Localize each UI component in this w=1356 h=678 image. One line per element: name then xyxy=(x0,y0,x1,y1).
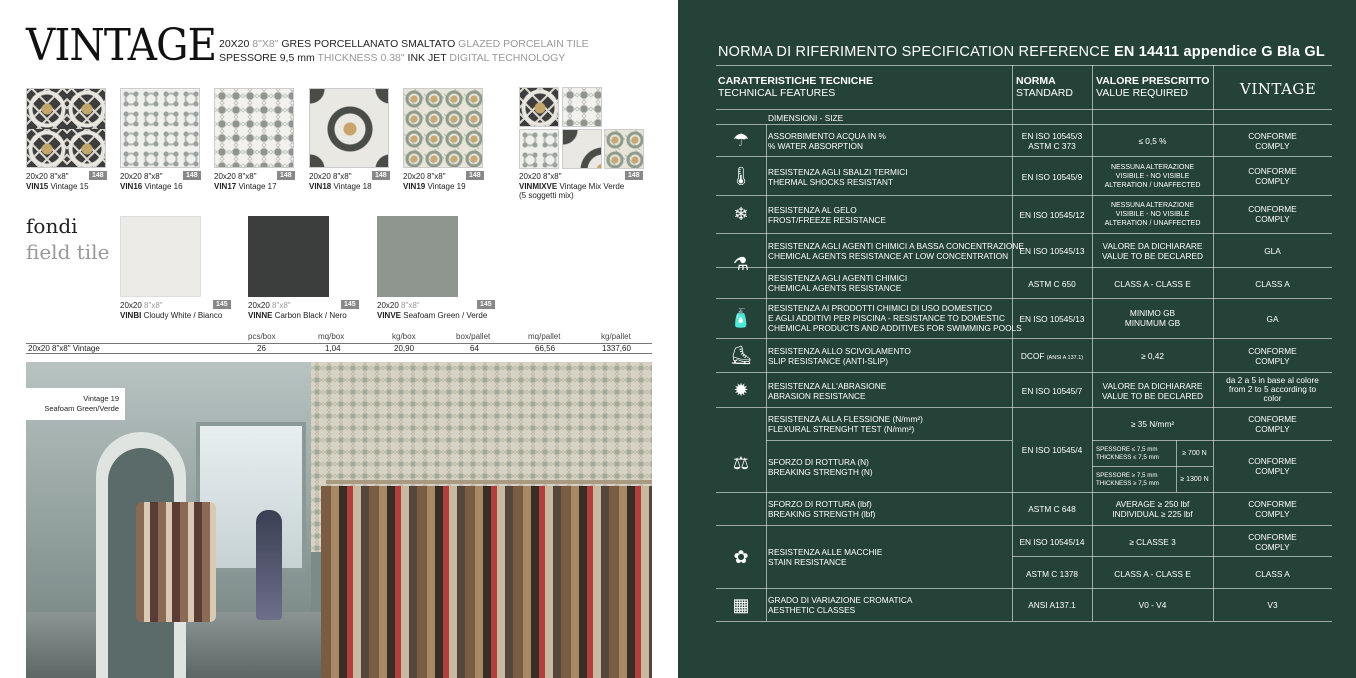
value-cell: ≥ 0,42 xyxy=(1140,351,1164,361)
badge: 148 xyxy=(372,171,390,180)
field-swatch-black[interactable] xyxy=(248,216,329,297)
brand-title: VINTAGE xyxy=(26,20,217,71)
col-header: pcs/box xyxy=(248,332,276,341)
result-cell: CONFORME COMPLY xyxy=(1248,166,1297,186)
tile-swatch-vin18[interactable] xyxy=(309,88,389,168)
slip-shoe-icon: ⛸ xyxy=(729,344,753,365)
tile-caption: 20x20 8"x8" VIN15 Vintage 15 xyxy=(26,172,89,191)
thickness-cell: SPESSORE ≤ 7,5 mm THICKNESS ≤ 7,5 mm xyxy=(1096,446,1159,461)
result-cell: CLASS A xyxy=(1255,569,1290,579)
mix-tile xyxy=(562,87,602,127)
field-caption: 20x20 8"x8" VINBI Cloudy White / Bianco xyxy=(120,301,223,320)
mix-tile xyxy=(604,129,644,169)
product-line-2: SPESSORE 9,5 mm THICKNESS 0.38" INK JET DIGITAL TECHNOLOGY xyxy=(219,52,566,64)
mannequin xyxy=(256,510,282,620)
feature-label: ASSORBIMENTO ACQUA IN % % WATER ABSORPTION xyxy=(768,131,886,151)
col-header: box/pallet xyxy=(456,332,491,341)
result-cell: da 2 a 5 in base al colore from 2 to 5 according to color xyxy=(1226,375,1319,403)
value-cell: ≥ 35 N/mm² xyxy=(1130,419,1175,429)
value-cell: VALORE DA DICHIARARE VALUE TO BE DECLARED xyxy=(1102,381,1203,401)
tile-swatch-vin17[interactable] xyxy=(214,88,294,168)
dimensioni-label: DIMENSIONI - SIZE xyxy=(768,113,844,123)
header-value: VALORE PRESCRITTO VALUE REQUIRED xyxy=(1096,75,1210,99)
result-cell: V3 xyxy=(1267,600,1278,610)
tile-caption: 20x20 8"x8" VIN19 Vintage 19 xyxy=(403,172,466,191)
header-vintage: VINTAGE xyxy=(1240,80,1317,98)
value-cell: NESSUNA ALTERAZIONE VISIBILE - NO VISIBLE ALTERATION / UNAFFECTED xyxy=(1104,164,1201,189)
standard-cell: EN ISO 10545/4 xyxy=(1021,445,1083,455)
value-cell: ≥ CLASSE 3 xyxy=(1129,537,1176,547)
thermometer-icon: 🌡 xyxy=(729,165,753,186)
photo-label: Vintage 19 Seafoam Green/Verde xyxy=(26,388,125,420)
field-swatch-white[interactable] xyxy=(120,216,201,297)
standard-cell: EN ISO 10545/9 xyxy=(1021,172,1083,182)
value-cell: ≤ 0,5 % xyxy=(1138,136,1167,146)
tile-swatch-vin16[interactable] xyxy=(120,88,200,168)
feature-label: RESISTENZA AGLI SBALZI TERMICI THERMAL SHOCKS RESISTANT xyxy=(768,167,908,187)
row-label: 20x20 8"x8" Vintage xyxy=(28,344,100,353)
clothes-rack xyxy=(136,502,216,622)
feature-label: RESISTENZA ALL'ABRASIONE ABRASION RESISTANCE xyxy=(768,381,887,401)
badge: 145 xyxy=(213,300,231,309)
result-cell: CONFORME COMPLY xyxy=(1248,346,1297,366)
value-cell: NESSUNA ALTERAZIONE VISIBILE - NO VISIBLE ALTERATION / UNAFFECTED xyxy=(1104,202,1201,227)
product-line-1: 20X20 8"X8" GRES PORCELLANATO SMALTATO GLAZED PORCELAIN TILE xyxy=(219,38,589,50)
weight-press-icon: ⚖ xyxy=(732,452,750,473)
standard-cell: EN ISO 10545/12 xyxy=(1019,210,1085,220)
feature-label: RESISTENZA ALLO SCIVOLAMENTO SLIP RESISTANCE (ANTI-SLIP) xyxy=(768,346,911,366)
feature-label: RESISTENZA AGLI AGENTI CHIMICI A BASSA CONCENTRAZIONE CHEMICAL AGENTS RESISTANCE AT LOW CONCENTRATION xyxy=(768,241,1024,261)
thickness-cell: SPESSORE ≥ 7,5 mm THICKNESS ≥ 7,5 mm xyxy=(1096,472,1159,487)
result-cell: CONFORME COMPLY xyxy=(1248,204,1297,224)
result-cell: GA xyxy=(1266,314,1279,324)
feature-label: RESISTENZA ALLE MACCHIE STAIN RESISTANCE xyxy=(768,547,883,567)
badge: 148 xyxy=(466,171,484,180)
cell: 66,56 xyxy=(535,344,556,353)
standard-cell: ANSI A137.1 xyxy=(1028,600,1076,610)
result-cell: CONFORME COMPLY xyxy=(1248,131,1297,151)
standard-cell: EN ISO 10545/14 xyxy=(1019,537,1085,547)
badge: 148 xyxy=(625,171,643,180)
tile-swatch-vin19[interactable] xyxy=(403,88,483,168)
col-header: mq/pallet xyxy=(528,332,561,341)
standard-cell: EN ISO 10545/7 xyxy=(1021,386,1083,396)
household-products-icon: 🧴 xyxy=(729,307,753,328)
standard-cell: ASTM C 1378 xyxy=(1025,569,1079,579)
feature-label: GRADO DI VARIAZIONE CROMATICA AESTHETIC CLASSES xyxy=(768,595,913,615)
feature-label: RESISTENZA AGLI AGENTI CHIMICI CHEMICAL AGENTS RESISTANCE xyxy=(768,273,908,293)
field-caption: 20x20 8"x8" VINNE Carbon Black / Nero xyxy=(248,301,347,320)
catalog-right-page xyxy=(678,0,1356,678)
mix-tile xyxy=(519,129,559,169)
badge: 145 xyxy=(477,300,495,309)
result-cell: CONFORME COMPLY xyxy=(1248,414,1297,434)
umbrella-icon: ☂ xyxy=(732,129,750,150)
feature-label: SFORZO DI ROTTURA (N) BREAKING STRENGTH (N) xyxy=(768,457,873,477)
result-cell: GLA xyxy=(1264,246,1281,256)
standard-cell: EN ISO 10545/13 xyxy=(1019,246,1085,256)
value-cell: V0 - V4 xyxy=(1138,600,1167,610)
standard-cell: EN ISO 10545/13 xyxy=(1019,314,1085,324)
clothes-rail xyxy=(326,480,652,484)
badge: 148 xyxy=(183,171,201,180)
col-header: kg/box xyxy=(392,332,416,341)
value-cell: AVERAGE ≥ 250 lbf INDIVIDUAL ≥ 225 lbf xyxy=(1112,499,1193,519)
standard-cell: ASTM C 648 xyxy=(1028,504,1076,514)
feature-label: RESISTENZA AL GELO FROST/FREEZE RESISTANCE xyxy=(768,205,886,225)
badge: 148 xyxy=(89,171,107,180)
tile-swatch-vin15[interactable] xyxy=(26,88,106,168)
cell: 20,90 xyxy=(394,344,415,353)
col-header: mq/box xyxy=(318,332,345,341)
field-tile-subtitle: field tile xyxy=(26,240,110,264)
header-features: CARATTERISTICHE TECNICHE TECHNICAL FEATURES xyxy=(718,75,873,99)
feature-label: RESISTENZA AI PRODOTTI CHIMICI DI USO DOMESTICO E AGLI ADDITIVI PER PISCINA - RESISTANCE TO DOMESTIC CHEMICAL PRODUCTS AND ADDITIVES FOR SWIMMING POOLS xyxy=(768,303,1022,333)
color-grid-icon: ▦ xyxy=(732,594,750,615)
field-caption: 20x20 8"x8" VINVE Seafoam Green / Verde xyxy=(377,301,488,320)
badge: 148 xyxy=(277,171,295,180)
value-cell: CLASS A - CLASS E xyxy=(1114,569,1191,579)
fondi-title: fondi xyxy=(26,214,78,238)
value-cell: VALORE DA DICHIARARE VALUE TO BE DECLARED xyxy=(1102,241,1203,261)
cell: 1337,60 xyxy=(602,344,631,353)
tile-caption: 20x20 8"x8" VIN16 Vintage 16 xyxy=(120,172,183,191)
tile-caption: 20x20 8"x8" VINMIXVE Vintage Mix Verde (5 soggetti mix) xyxy=(519,172,625,200)
cell: 1,04 xyxy=(325,344,341,353)
abrasion-gear-icon: ✹ xyxy=(733,379,749,400)
chemical-flask-icon: ⚗ xyxy=(732,253,750,274)
mix-tile xyxy=(519,87,559,127)
feature-label: RESISTENZA ALLA FLESSIONE (N/mm²) FLEXURAL STRENGHT TEST (N/mm²) xyxy=(768,414,923,434)
cell: 64 xyxy=(470,344,479,353)
mix-tile xyxy=(562,129,602,169)
badge: 145 xyxy=(341,300,359,309)
clothes-rack xyxy=(321,486,652,678)
result-cell: CONFORME COMPLY xyxy=(1248,499,1297,519)
result-cell: CONFORME COMPLY xyxy=(1248,456,1297,476)
value-cell: ≥ 1300 N xyxy=(1180,476,1209,483)
standard-cell: DCOF (ANSI A 137.1) xyxy=(1020,351,1084,361)
value-cell: CLASS A - CLASS E xyxy=(1114,279,1191,289)
value-cell: MINIMO GB MINUMUM GB xyxy=(1124,308,1181,328)
standard-cell: ASTM C 650 xyxy=(1028,279,1076,289)
showroom-photo xyxy=(26,362,652,678)
field-swatch-green[interactable] xyxy=(377,216,458,297)
tile-caption: 20x20 8"x8" VIN17 Vintage 17 xyxy=(214,172,277,191)
spec-table xyxy=(716,65,1332,623)
header-standard: NORMA STANDARD xyxy=(1016,75,1073,99)
col-header: kg/pallet xyxy=(601,332,631,341)
standard-cell: EN ISO 10545/3 ASTM C 373 xyxy=(1021,131,1083,151)
result-cell: CONFORME COMPLY xyxy=(1248,532,1297,552)
cell: 26 xyxy=(257,344,266,353)
snowflake-icon: ❄ xyxy=(733,203,749,224)
tile-caption: 20x20 8"x8" VIN18 Vintage 18 xyxy=(309,172,372,191)
result-cell: CLASS A xyxy=(1255,279,1290,289)
feature-label: SFORZO DI ROTTURA (lbf) BREAKING STRENGTH (lbf) xyxy=(768,499,876,519)
norma-heading: NORMA DI RIFERIMENTO SPECIFICATION REFERENCE EN 14411 appendice G Bla GL xyxy=(718,44,1325,60)
value-cell: ≥ 700 N xyxy=(1182,450,1207,457)
stain-drops-icon: ✿ xyxy=(733,546,749,567)
